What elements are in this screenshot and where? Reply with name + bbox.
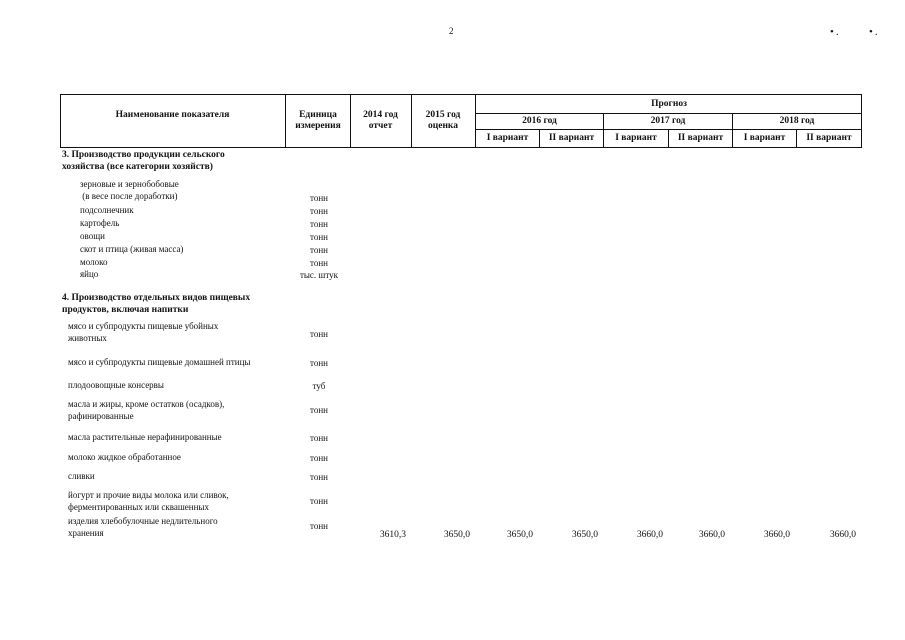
list-item: яйцо (80, 269, 99, 279)
list-item: подсолнечник (80, 205, 134, 215)
header-variant-1: I вариант (743, 133, 786, 143)
list-item: скот и птица (живая масса) (80, 244, 184, 254)
header-forecast: Прогноз (651, 99, 687, 109)
unit-value: тонн (310, 453, 328, 463)
list-item: ферментированных или сквашенных (68, 502, 209, 512)
list-item: плодоовощные консервы (68, 380, 164, 390)
unit-value: тонн (310, 358, 328, 368)
unit-value: тонн (310, 232, 328, 242)
header-2018: 2018 год (779, 116, 815, 126)
unit-value: тонн (310, 472, 328, 482)
unit-value: тонн (310, 258, 328, 268)
header-2014: 2014 год отчет (363, 110, 398, 131)
section-4-title: 4. Производство отдельных видов пищевых (62, 293, 251, 303)
header-variant-1: I вариант (486, 133, 529, 143)
unit-value: тонн (310, 521, 328, 531)
list-item: мясо и субпродукты пищевые убойных (68, 321, 219, 331)
unit-value: тонн (310, 433, 328, 443)
unit-value: тонн (310, 329, 328, 339)
section-3-title: 3. Производство продукции сельского (62, 150, 225, 160)
list-item: молоко жидкое обработанное (68, 452, 181, 462)
value-2016-v2: 3650,0 (571, 530, 598, 540)
value-2015: 3650,0 (443, 530, 470, 540)
list-item: овощи (80, 231, 105, 241)
header-2016: 2016 год (522, 116, 557, 126)
value-2018-v2: 3660,0 (829, 530, 856, 540)
unit-value: тыс. штук (299, 270, 339, 280)
header-unit-col: Единица измерения (295, 110, 341, 131)
section-4-title: продуктов, включая напитки (62, 305, 189, 315)
header-variant-1: I вариант (615, 133, 657, 143)
list-item: сливки (68, 471, 95, 481)
corner-mark: •. (830, 26, 841, 38)
value-2014: 3610,3 (379, 530, 406, 540)
unit-value: тонн (310, 193, 328, 203)
header-2015: 2015 год оценка (425, 110, 461, 131)
header-variant-2: II вариант (806, 133, 852, 143)
list-item: хранения (68, 528, 104, 538)
header-2017: 2017 год (650, 116, 686, 126)
list-item: зерновые и зернобобовые (80, 179, 179, 189)
list-item: молоко (80, 257, 108, 267)
unit-value: тонн (310, 405, 328, 415)
value-2017-v1: 3660,0 (636, 530, 663, 540)
unit-value: туб (312, 381, 326, 391)
list-item: (в весе после доработки) (80, 191, 178, 201)
list-item: масла растительные нерафинированные (68, 432, 222, 442)
list-item: масла и жиры, кроме остатков (осадков), (68, 399, 225, 409)
value-2017-v2: 3660,0 (698, 530, 725, 540)
header-variant-2: II вариант (677, 133, 724, 143)
unit-value: тонн (310, 496, 328, 506)
header-variant-2: II вариант (548, 133, 595, 143)
list-item: изделия хлебобулочные недлительного (68, 516, 218, 526)
header-name-col: Наименование показателя (115, 110, 230, 120)
list-item: картофель (80, 218, 120, 228)
unit-value: тонн (310, 219, 328, 229)
list-item: мясо и субпродукты пищевые домашней птицы (68, 357, 251, 367)
value-2016-v1: 3650,0 (506, 530, 533, 540)
list-item: йогурт и прочие виды молока или сливок, (68, 490, 229, 500)
list-item: животных (68, 333, 107, 343)
unit-value: тонн (310, 206, 328, 216)
list-item: рафинированные (68, 411, 134, 421)
corner-mark: •. (869, 26, 880, 38)
page-number: 2 (449, 26, 454, 36)
value-2018-v1: 3660,0 (763, 530, 790, 540)
section-3-title: хозяйства (все категории хозяйств) (62, 162, 213, 172)
unit-value: тонн (310, 245, 328, 255)
